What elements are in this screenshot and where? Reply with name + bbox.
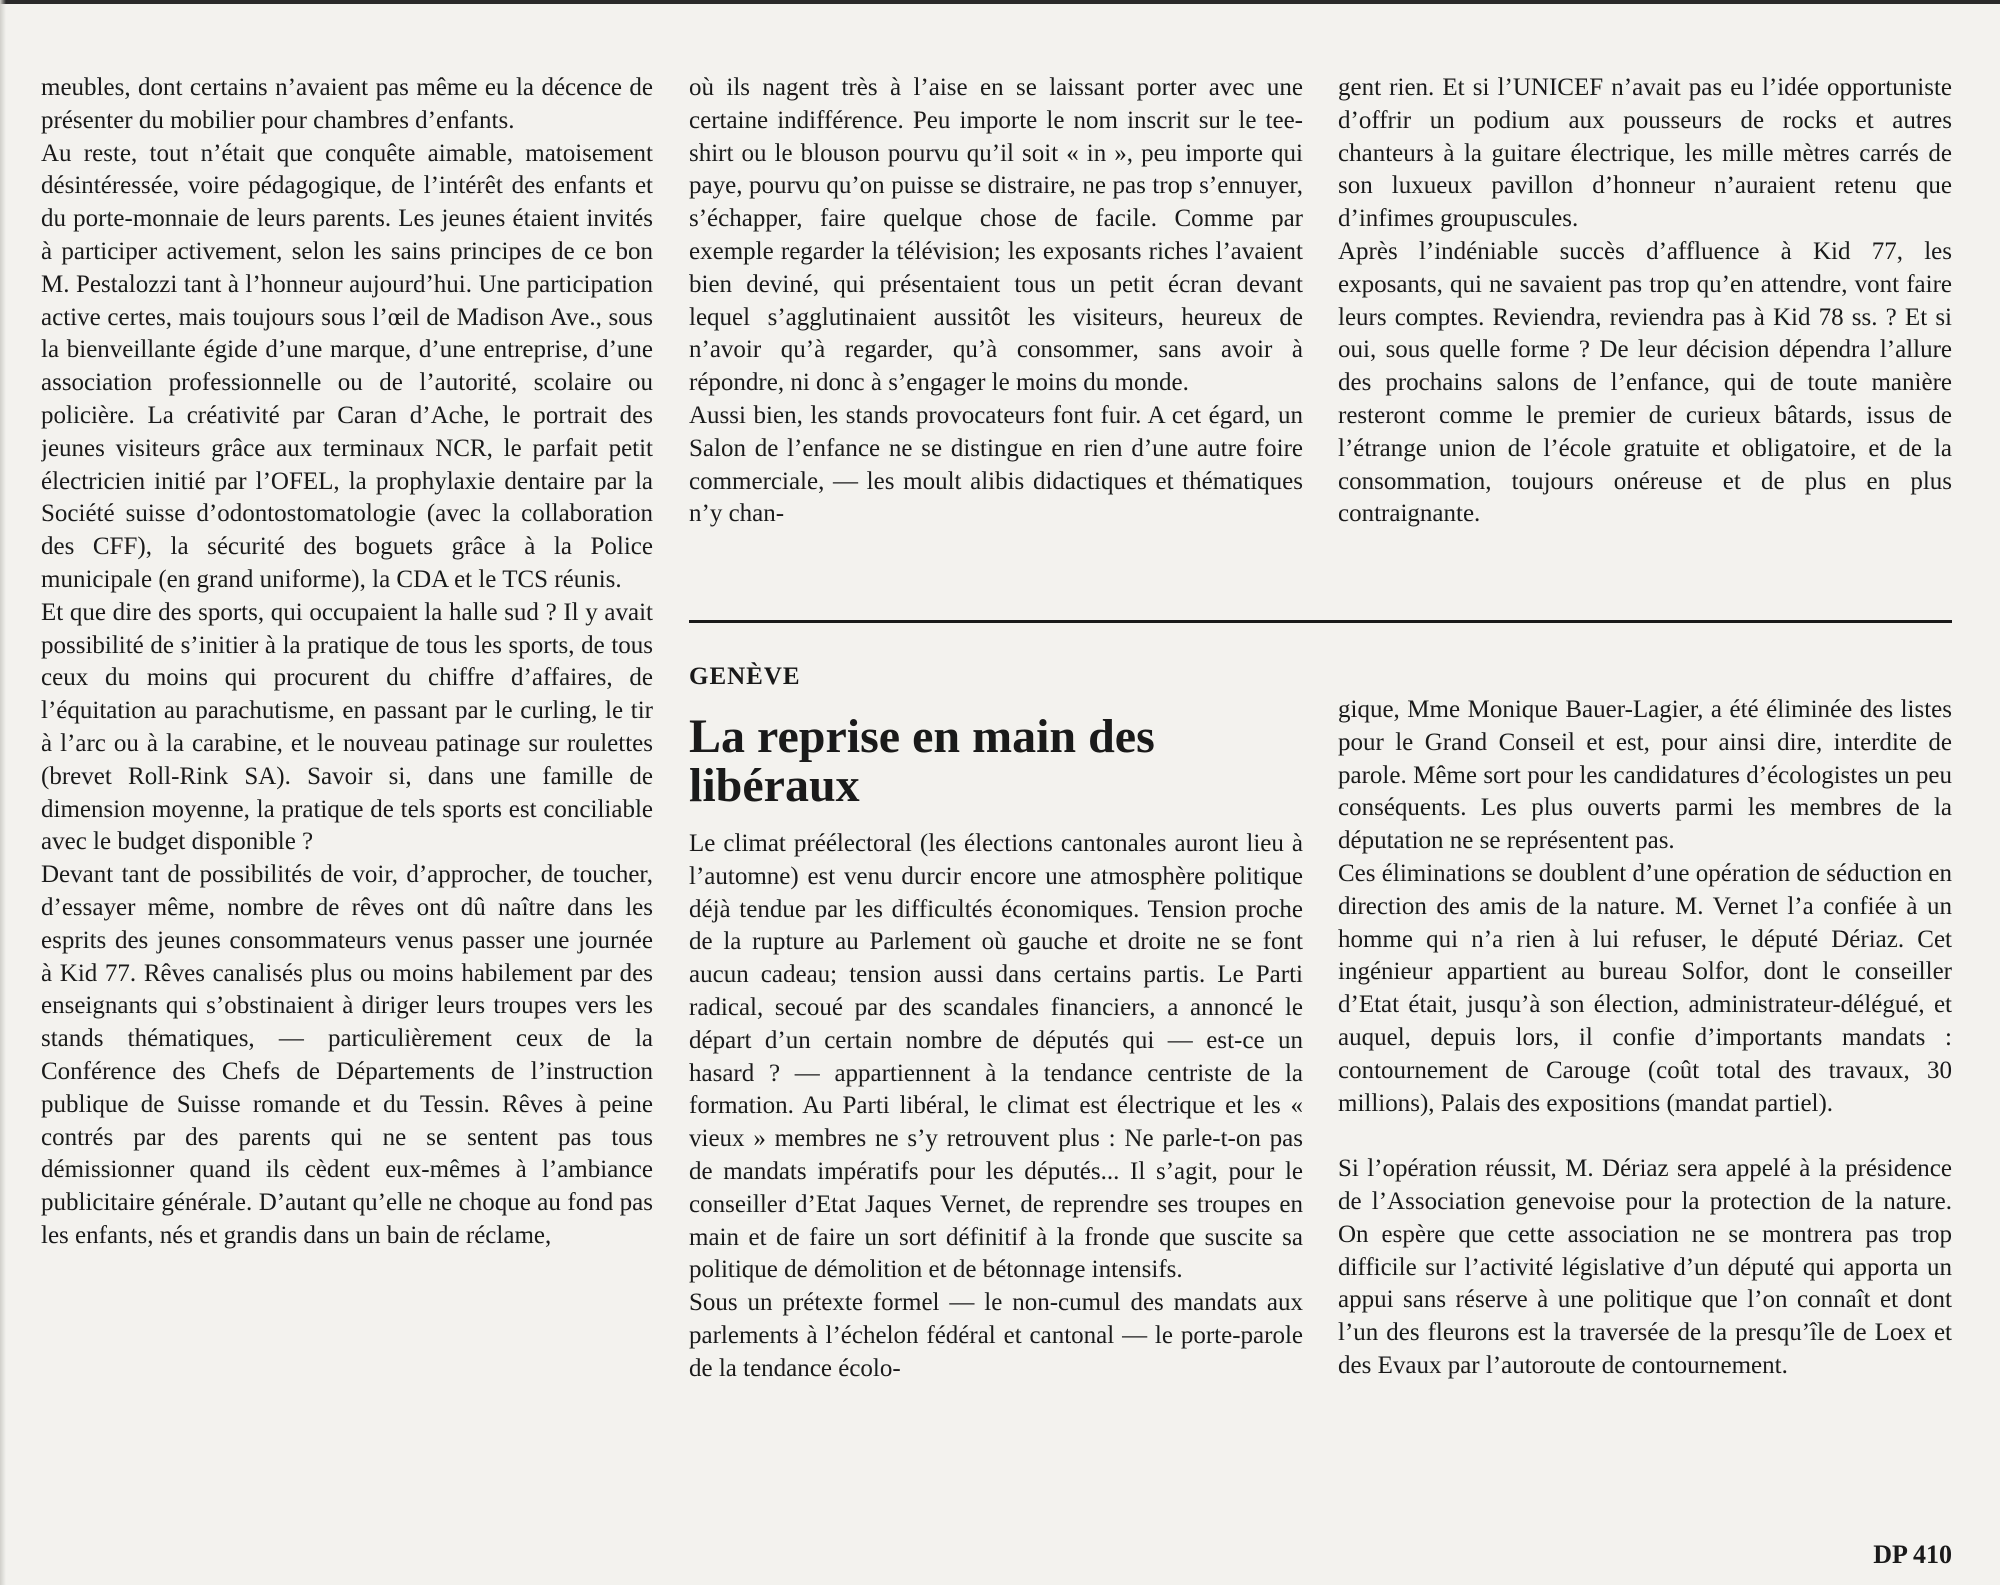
paragraph: Aussi bien, les stands provocateurs font fuir. A cet égard, un Salon de l’enfance ne se distingue en rien d’une autre foire commerciale, — les moult alibis didactiques et thématiques n’y chan- xyxy=(689,401,1303,528)
article2-column3 xyxy=(1338,694,1952,1528)
paragraph: Sous un prétexte formel — le non-cumul des mandats aux parlements à l’échelon fédéral et cantonal — le porte-parole de la tendance écolo- xyxy=(689,1289,1303,1382)
top-rule xyxy=(0,0,2000,4)
paragraph: où ils nagent très à l’aise en se laissant porter avec une certaine indifférence. Peu importe le nom inscrit sur le tee-shirt ou le blouson pourvu qu’il soit « in », peu importe qui paye, pourvu qu’on puisse se distraire, ne pas trop s’ennuyer, s’échapper, faire quelque chose de facile. Comme par exemple regarder la télévision; les exposants riches l’avaient bien deviné, qui présentaient tous un petit écran devant lequel s’agglutinaient aussitôt les visiteurs, heureux de n’avoir qu’à regarder, qu’à consommer, sans avoir à répondre, ni donc à s’engager le moins du monde. xyxy=(689,74,1303,397)
paragraph: Devant tant de possibilités de voir, d’approcher, de toucher, d’essayer même, nombre de rêves ont dû naître dans les esprits des jeunes consommateurs venus passer une journée à Kid 77. Rêves canalisés plus ou moins habilement par des enseignants qui s’obstinaient à diriger leurs troupes vers les stands thématiques, — particulièrement ceux de la Conférence des Chefs de Départements de l’instruction publique de Suisse romande et du Tessin. Rêves à peine contrés par des parents qui ne se sentent pas tous démissionner quand ils cèdent eux-mêmes à l’ambiance publicitaire générale. D’autant qu’elle ne choque au fond pas les enfants, nés et grandis dans un bain de réclame, xyxy=(41,861,653,1249)
paragraph: Au reste, tout n’était que conquête aimable, matoisement désintéressée, voire pédagogique, de l’intérêt des enfants et du porte-monnaie de leurs parents. Les jeunes étaient invités à participer activement, selon les sains principes de ce bon M. Pestalozzi tant à l’honneur aujourd’hui. Une participation active certes, mais toujours sous l’œil de Madison Ave., sous la bienveillante égide d’une marque, d’une entreprise, d’une association professionnelle ou de l’autorité, scolaire ou policière. La créativité par Caran d’Ache, le portrait des jeunes visiteurs grâce aux terminaux NCR, le parfait petit électricien initié par l’OFEL, la prophylaxie dentaire par la Société suisse d’odontostomatologie (avec la collaboration des CFF), la sécurité des boguets grâce à la Police municipale (en grand uniforme), la CDA et le TCS réunis. xyxy=(41,139,653,593)
section-divider xyxy=(689,620,1952,623)
paragraph: meubles, dont certains n’avaient pas même eu la décence de présenter du mobilier pour chambres d’enfants. xyxy=(41,74,653,134)
paragraph: gique, Mme Monique Bauer-Lagier, a été éliminée des listes pour le Grand Conseil et est, pour ainsi dire, interdite de parole. Même sort pour les candidatures d’écologistes un peu conséquents. Les plus ouverts parmi les membres de la députation ne se représentent pas. xyxy=(1338,696,1952,855)
paragraph: Le climat préélectoral (les élections cantonales auront lieu à l’automne) est venu durcir encore une atmosphère politique déjà tendue par les difficultés économiques. Tension proche de la rupture au Parlement où gauche et droite ne se font aucun cadeau; tension aussi dans certains partis. Le Parti radical, secoué par des scandales financiers, a annoncé le départ d’un certain nombre de députés qui — est-ce un hasard ? — appartiennent à la tendance centriste de la formation. Au Parti libéral, le climat est électrique et les « vieux » membres ne s’y retrouvent plus : Ne parle-t-on pas de mandats impératifs pour les députés... Il s’agit, pour le conseiller d’Etat Jaques Vernet, de reprendre ses troupes en main et de faire un sort définitif à la fronde que suscite sa politique de démolition et de bétonnage intensifs. xyxy=(689,830,1303,1284)
article1-column2 xyxy=(689,72,1303,598)
article2-kicker: GENÈVE xyxy=(689,663,801,690)
article1-column1 xyxy=(41,72,653,1522)
paragraph: Après l’indéniable succès d’affluence à Kid 77, les exposants, qui ne savaient pas trop qu’en attendre, vont faire leurs comptes. Reviendra, reviendra pas à Kid 78 ss. ? Et si oui, sous quelle forme ? De leur décision dépendra l’allure des prochains salons de l’enfance, qui de toute manière resteront comme le premier de curieux bâtards, issus de l’étrange union de l’école gratuite et obligatoire, et de la consommation, toujours onéreuse et de plus en plus contraignante. xyxy=(1338,237,1952,528)
page-number: DP 410 xyxy=(1873,1540,1952,1569)
paragraph-gap xyxy=(1338,1120,1952,1153)
article2-headline: La reprise en main des libéraux xyxy=(689,710,1155,812)
scan-edge-shadow xyxy=(0,0,6,1585)
paragraph: gent rien. Et si l’UNICEF n’avait pas eu l’idée opportuniste d’offrir un podium aux pousseurs de rocks et autres chanteurs à la guitare électrique, les mille mètres carrés de son luxueux pavillon d’honneur n’auraient retenu que d’infimes groupuscules. xyxy=(1338,74,1952,233)
paragraph: Si l’opération réussit, M. Dériaz sera appelé à la présidence de l’Association genevoise pour la protection de la nature. On espère que cette association ne se montrera pas trop difficile sur l’activité législative d’un député qui apporta un appui sans réserve à une politique que l’on connaît et dont l’un des fleurons est la traversée de la presqu’île de Loex et des Evaux par l’autoroute de contournement. xyxy=(1338,1155,1952,1379)
article1-column3 xyxy=(1338,72,1952,598)
paragraph: Ces éliminations se doublent d’une opération de séduction en direction des amis de la nature. M. Vernet l’a confiée à un homme qui n’a rien à lui refuser, le député Dériaz. Cet ingénieur appartient au bureau Solfor, dont le conseiller d’Etat était, jusqu’à son élection, administrateur-délégué, et auquel, depuis lors, il confie d’importants mandats : contournement de Carouge (coût total des travaux, 30 millions), Palais des expositions (mandat partiel). xyxy=(1338,859,1952,1117)
article2-column2 xyxy=(689,828,1303,1528)
paragraph: Et que dire des sports, qui occupaient la halle sud ? Il y avait possibilité de s’initier à la pratique de tous les sports, de tous ceux du moins qui procurent du chiffre d’affaires, de l’équitation au parachutisme, en passant par le curling, le tir à l’arc ou à la carabine, et le nouveau patinage sur roulettes (brevet Roll-Rink SA). Savoir si, dans une famille de dimension moyenne, la pratique de tels sports est conciliable avec le budget disponible ? xyxy=(41,598,653,856)
